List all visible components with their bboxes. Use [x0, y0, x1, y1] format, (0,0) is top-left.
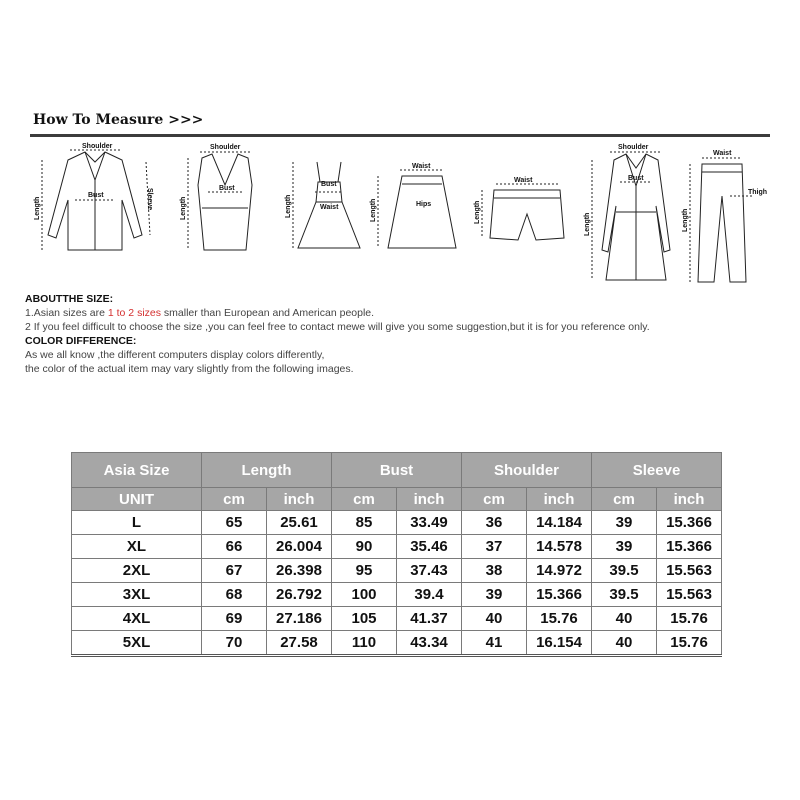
- value-cell: 70: [202, 631, 267, 656]
- table-group-header-row: [72, 453, 722, 488]
- table-unit-header-row: [72, 488, 722, 511]
- dress-length-label: Length: [285, 194, 292, 218]
- value-cell: 14.972: [527, 559, 592, 583]
- value-cell: 16.154: [527, 631, 592, 656]
- value-cell: 26.004: [267, 535, 332, 559]
- value-cell: 41.37: [397, 607, 462, 631]
- size-cell: XL: [72, 535, 202, 559]
- shorts-illustration: [474, 177, 564, 240]
- coat-bust-label: Bust: [628, 175, 644, 182]
- table-row: [72, 631, 722, 656]
- value-cell: 40: [592, 607, 657, 631]
- size-cell: 2XL: [72, 559, 202, 583]
- value-cell: 41: [462, 631, 527, 656]
- vest-bust-label: Bust: [219, 185, 235, 192]
- value-cell: 85: [332, 511, 397, 535]
- shorts-waist-label: Waist: [514, 177, 533, 184]
- value-cell: 39.5: [592, 583, 657, 607]
- vest-shoulder-label: Shoulder: [210, 144, 241, 151]
- unit-cell: inch: [397, 488, 462, 511]
- value-cell: 15.76: [527, 607, 592, 631]
- heading-divider: [30, 134, 770, 137]
- header-bust: Bust: [332, 453, 462, 488]
- value-cell: 43.34: [397, 631, 462, 656]
- size-cell: L: [72, 511, 202, 535]
- measurement-illustrations: [30, 140, 775, 290]
- value-cell: 15.563: [657, 583, 722, 607]
- value-cell: 15.76: [657, 607, 722, 631]
- dress-bust-label: Bust: [321, 181, 337, 188]
- vest-illustration: [180, 144, 252, 250]
- note-line-3: As we all know ,the different computers display colors differently,: [25, 349, 325, 361]
- value-cell: 33.49: [397, 511, 462, 535]
- unit-cell: cm: [332, 488, 397, 511]
- value-cell: 40: [462, 607, 527, 631]
- header-shoulder: Shoulder: [462, 453, 592, 488]
- table-row: [72, 559, 722, 583]
- value-cell: 65: [202, 511, 267, 535]
- unit-cell: cm: [202, 488, 267, 511]
- size-cell: 5XL: [72, 631, 202, 656]
- about-size-title: ABOUTTHE SIZE:: [25, 293, 114, 305]
- value-cell: 39.4: [397, 583, 462, 607]
- pants-illustration: [682, 150, 767, 282]
- value-cell: 15.76: [657, 631, 722, 656]
- table-row: [72, 607, 722, 631]
- value-cell: 39: [592, 511, 657, 535]
- value-cell: 100: [332, 583, 397, 607]
- color-difference-title: COLOR DIFFERENCE:: [25, 335, 137, 347]
- unit-cell: inch: [527, 488, 592, 511]
- note-line-2: 2 If you feel difficult to choose the size ,you can feel free to contact mewe will give you some suggestion,but it is for you reference only.: [25, 321, 650, 333]
- unit-cell: inch: [267, 488, 332, 511]
- dress-waist-label: Waist: [320, 204, 339, 211]
- size-cell: 4XL: [72, 607, 202, 631]
- coat-length-label: Length: [584, 212, 591, 236]
- value-cell: 27.186: [267, 607, 332, 631]
- page-heading: How To Measure >>>: [33, 112, 204, 128]
- value-cell: 25.61: [267, 511, 332, 535]
- coat-illustration: [584, 144, 670, 280]
- value-cell: 26.792: [267, 583, 332, 607]
- value-cell: 90: [332, 535, 397, 559]
- value-cell: 15.366: [527, 583, 592, 607]
- table-row: [72, 535, 722, 559]
- value-cell: 38: [462, 559, 527, 583]
- value-cell: 66: [202, 535, 267, 559]
- shirt-length-label: Length: [34, 196, 41, 220]
- value-cell: 39: [462, 583, 527, 607]
- header-length: Length: [202, 453, 332, 488]
- shorts-length-label: Length: [474, 200, 481, 224]
- shirt-illustration: [34, 143, 153, 250]
- vest-length-label: Length: [180, 196, 187, 220]
- note-line-1: 1.Asian sizes are 1 to 2 sizes smaller than European and American people.: [25, 307, 375, 319]
- header-asia-size: Asia Size: [72, 453, 202, 488]
- note-line-4: the color of the actual item may vary slightly from the following images.: [25, 363, 354, 375]
- value-cell: 27.58: [267, 631, 332, 656]
- value-cell: 37.43: [397, 559, 462, 583]
- value-cell: 110: [332, 631, 397, 656]
- shirt-sleeve-label: Sleeve: [146, 188, 153, 211]
- value-cell: 105: [332, 607, 397, 631]
- value-cell: 14.184: [527, 511, 592, 535]
- skirt-waist-label: Waist: [412, 163, 431, 170]
- skirt-length-label: Length: [370, 198, 377, 222]
- header-unit: UNIT: [72, 488, 202, 511]
- unit-cell: inch: [657, 488, 722, 511]
- value-cell: 40: [592, 631, 657, 656]
- value-cell: 26.398: [267, 559, 332, 583]
- shirt-shoulder-label: Shoulder: [82, 143, 113, 150]
- value-cell: 15.366: [657, 535, 722, 559]
- size-cell: 3XL: [72, 583, 202, 607]
- value-cell: 39.5: [592, 559, 657, 583]
- size-notes: [25, 292, 650, 376]
- value-cell: 95: [332, 559, 397, 583]
- unit-cell: cm: [462, 488, 527, 511]
- unit-cell: cm: [592, 488, 657, 511]
- dress-illustration: [285, 162, 360, 248]
- value-cell: 15.366: [657, 511, 722, 535]
- table-row: [72, 583, 722, 607]
- value-cell: 67: [202, 559, 267, 583]
- table-row: [72, 511, 722, 535]
- shirt-bust-label: Bust: [88, 192, 104, 199]
- pants-length-label: Length: [682, 208, 689, 232]
- skirt-illustration: [370, 163, 456, 248]
- value-cell: 69: [202, 607, 267, 631]
- value-cell: 39: [592, 535, 657, 559]
- value-cell: 35.46: [397, 535, 462, 559]
- value-cell: 68: [202, 583, 267, 607]
- value-cell: 14.578: [527, 535, 592, 559]
- coat-shoulder-label: Shoulder: [618, 144, 649, 151]
- value-cell: 36: [462, 511, 527, 535]
- value-cell: 37: [462, 535, 527, 559]
- size-chart-table: [71, 452, 722, 657]
- value-cell: 15.563: [657, 559, 722, 583]
- note-highlight: 1 to 2 sizes: [107, 307, 161, 319]
- pants-thigh-label: Thigh: [748, 189, 768, 196]
- pants-waist-label: Waist: [713, 150, 732, 157]
- header-sleeve: Sleeve: [592, 453, 722, 488]
- skirt-hips-label: Hips: [416, 201, 432, 208]
